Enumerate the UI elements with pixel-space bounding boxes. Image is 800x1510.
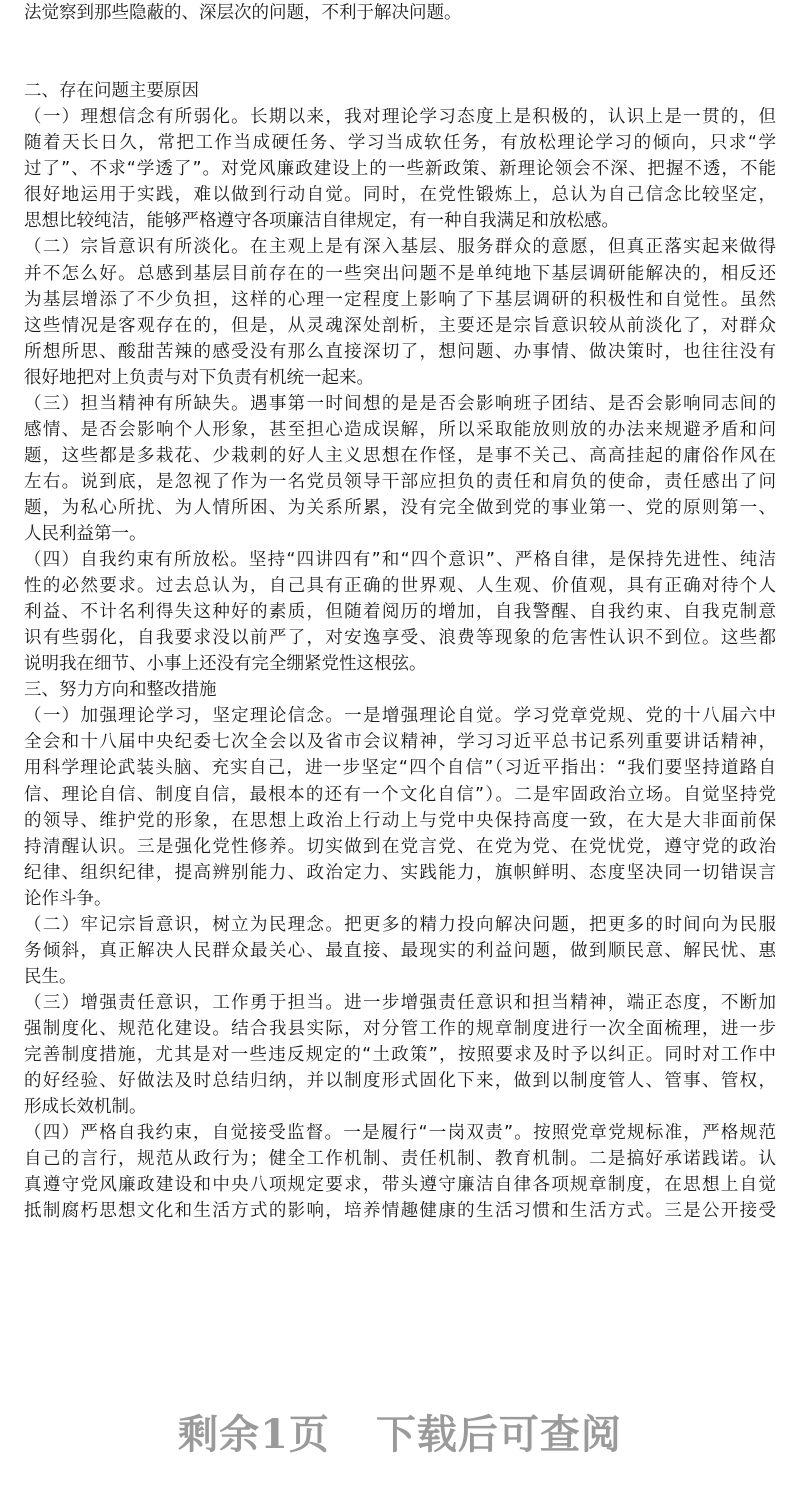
text-line: 的好经验、好做法及时总结归纳，并以制度形式固化下来，做到以制度管人、管事、管权， (24, 1071, 776, 1092)
download-prompt[interactable] (0, 1400, 800, 1470)
text-line: 全会和十八届中央纪委七次全会以及省市会议精神，学习习近平总书记系列重要讲话精神， (24, 732, 776, 753)
text-line: 抵制腐朽思想文化和生活方式的影响，培养情趣健康的生活习惯和生活方式。三是公开接受 (24, 1201, 776, 1222)
text-line: 用科学理论武装头脑、充实自己，进一步坚定“四个自信”（习近平指出：“我们要坚持道路自 (24, 758, 776, 779)
download-to-view-label: 下载后可查阅 (375, 1411, 622, 1458)
text-line: 真遵守党风廉政建设和中央八项规定要求，带头遵守廉洁自律各项规章制度，在思想上自觉 (24, 1175, 776, 1196)
text-line: （一）加强理论学习，坚定理论信念。一是增强理论自觉。学习党章党规、党的十八届六中 (24, 706, 776, 727)
text-line: （一）理想信念有所弱化。长期以来，我对理论学习态度上是积极的，认识上是一贯的，但 (24, 107, 776, 128)
text-line: （三）增强责任意识，工作勇于担当。进一步增强责任意识和担当精神，端正态度，不断加 (24, 992, 776, 1013)
text-line: （二）宗旨意识有所淡化。在主观上是有深入基层、服务群众的意愿，但真正落实起来做得 (24, 237, 776, 258)
text-line: 法觉察到那些隐蔽的、深层次的问题，不利于解决问题。 (24, 3, 462, 23)
text-line: 论作斗争。 (24, 888, 112, 909)
text-line: 务倾斜，真正解决人民群众最关心、最直接、最现实的利益问题，做到顺民意、解民忧、惠 (24, 940, 776, 961)
text-line: 民生。 (24, 966, 77, 987)
text-line: 利益、不计名利得失这种好的素质，但随着阅历的增加，自我警醒、自我约束、自我克制意 (24, 602, 776, 623)
text-line: 说明我在细节、小事上还没有完全绷紧党性这根弦。 (24, 654, 427, 675)
text-line: 形成长效机制。 (24, 1097, 147, 1118)
text-line: （二）牢记宗旨意识，树立为民理念。把更多的精力投向解决问题，把更多的时间向为民服 (24, 914, 776, 935)
text-line: 人民利益第一。 (24, 524, 147, 544)
text-line: 强制度化、规范化建设。结合我县实际，对分管工作的规章制度进行一次全面梳理，进一步 (24, 1018, 776, 1039)
text-line: 这些情况是客观存在的，但是，从灵魂深处剖析，主要还是宗旨意识较从前淡化了，对群众 (24, 315, 776, 336)
text-line (24, 52, 776, 78)
text-line: 所想所思、酸甜苦辣的感受没有那么直接深切了，想问题、办事情、做决策时，也往往没有 (24, 341, 776, 362)
text-line: 思想比较纯洁，能够严格遵守各项廉洁自律规定，有一种自我满足和放松感。 (24, 211, 619, 232)
text-line: 持清醒认识。三是强化党性修养。切实做到在党言党、在党为党、在党忧党，遵守党的政治 (24, 836, 776, 857)
text-line: 并不怎么好。总感到基层目前存在的一些突出问题不是单纯地下基层调研能解决的，相反还 (24, 263, 776, 284)
text-line: 题，这些都是多栽花、少栽刺的好人主义思想在作怪，是事不关己、高高挂起的庸俗作风在 (24, 445, 776, 466)
text-line: 自己的言行，规范从政行为；健全工作机制、责任机制、教育机制。二是搞好承诺践诺。认 (24, 1149, 776, 1170)
text-line (24, 26, 776, 52)
text-line: 的领导、维护党的形象，在思想上政治上行动上与党中央保持高度一致，在大是大非面前保 (24, 810, 776, 831)
text-line: 过了”、不求“学透了”。对党风廉政建设上的一些新政策、新理论领会不深、把握不透，不能 (24, 159, 776, 180)
text-line: 纪律、组织纪律，提高辨别能力、政治定力、实践能力，旗帜鲜明、态度坚决同一切错误言 (24, 862, 776, 883)
text-line: （三）担当精神有所缺失。遇事第一时间想的是是否会影响班子团结、是否会影响同志间的 (24, 393, 776, 414)
text-line: 为基层增添了不少负担，这样的心理一定程度上影响了下基层调研的积极性和自觉性。虽然 (24, 289, 776, 310)
text-line: 很好地运用于实践，难以做到行动自觉。同时，在党性锻炼上，总认为自己信念比较坚定， (24, 185, 776, 206)
text-line: 很好地把对上负责与对下负责有机统一起来。 (24, 367, 374, 388)
text-line: 信、理论自信、制度自信，最根本的还有一个文化自信”）。二是牢固政治立场。自觉坚持党 (24, 784, 776, 805)
text-line: 感情、是否会影响个人形象，甚至担心造成误解，所以采取能放则放的办法来规避矛盾和问 (24, 419, 776, 440)
text-line: （四）严格自我约束，自觉接受监督。一是履行“一岗双责”。按照党章党规标准，严格规范 (24, 1123, 776, 1144)
text-line: 三、努力方向和整改措施 (24, 680, 217, 701)
text-line: （四）自我约束有所放松。坚持“四讲四有”和“四个意识”、严格自律，是保持先进性、纯洁 (24, 550, 776, 571)
text-line: 识有些弱化，自我要求没以前严了，对安逸享受、浪费等现象的危害性认识不到位。这些都 (24, 628, 776, 649)
text-line: 随着天长日久，常把工作当成硬任务、学习当成软任务，有放松理论学习的倾向，只求“学 (24, 133, 776, 154)
text-line: 二、存在问题主要原因 (24, 81, 199, 102)
text-line: 题，为私心所扰、为人情所困、为关系所累，没有完全做到党的事业第一、党的原则第一、 (24, 497, 776, 518)
text-line: 性的必然要求。过去总认为，自己具有正确的世界观、人生观、价值观，具有正确对待个人 (24, 576, 776, 597)
text-line: 左右。说到底，是忽视了作为一名党员领导干部应担负的责任和肩负的使命，责任感出了问 (24, 471, 776, 492)
text-line: 完善制度措施，尤其是对一些违反规定的“土政策”，按照要求及时予以纠正。同时对工作中 (24, 1045, 776, 1065)
remaining-pages-label: 剩余1页 (178, 1411, 330, 1458)
